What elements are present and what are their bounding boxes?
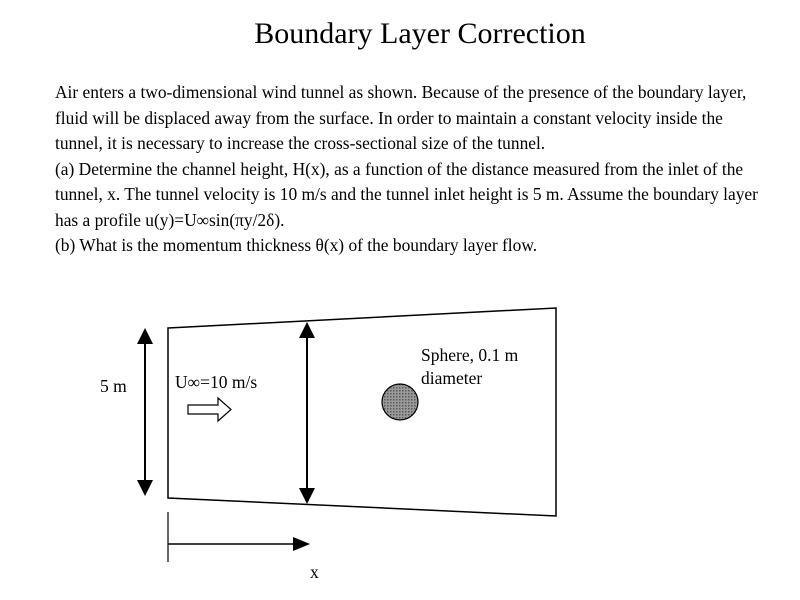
sphere: [382, 384, 418, 420]
problem-intro: Air enters a two-dimensional wind tunnel as shown. Because of the presence of the boundary layer, fluid will be displaced away from the surface. In order to maintain a constant velocity inside the tunnel, it is necessary to increase the cross-sectional size of the tunnel.: [55, 82, 747, 153]
flow-direction-arrow: [188, 398, 231, 421]
velocity-label: U∞=10 m/s: [175, 372, 258, 392]
x-axis-arrow: [168, 512, 310, 562]
channel-height-arrow: [299, 322, 315, 504]
problem-part-b: (b) What is the momentum thickness θ(x) of the boundary layer flow.: [55, 235, 538, 255]
inlet-height-arrow: [137, 328, 153, 496]
slide-title: Boundary Layer Correction: [254, 17, 586, 50]
sphere-label-line2: diameter: [421, 368, 483, 388]
problem-part-a: (a) Determine the channel height, H(x), as a function of the distance measured from the inlet of the tunnel, x. The tunnel velocity is 10 m/s and the tunnel inlet height is 5 m. Assume the boundary layer has a profile u(y)=U∞sin(πy/2δ).: [55, 158, 758, 230]
inlet-height-label: 5 m: [100, 376, 127, 396]
x-axis-label: x: [310, 562, 319, 582]
sphere-label-line1: Sphere, 0.1 m: [421, 345, 519, 365]
